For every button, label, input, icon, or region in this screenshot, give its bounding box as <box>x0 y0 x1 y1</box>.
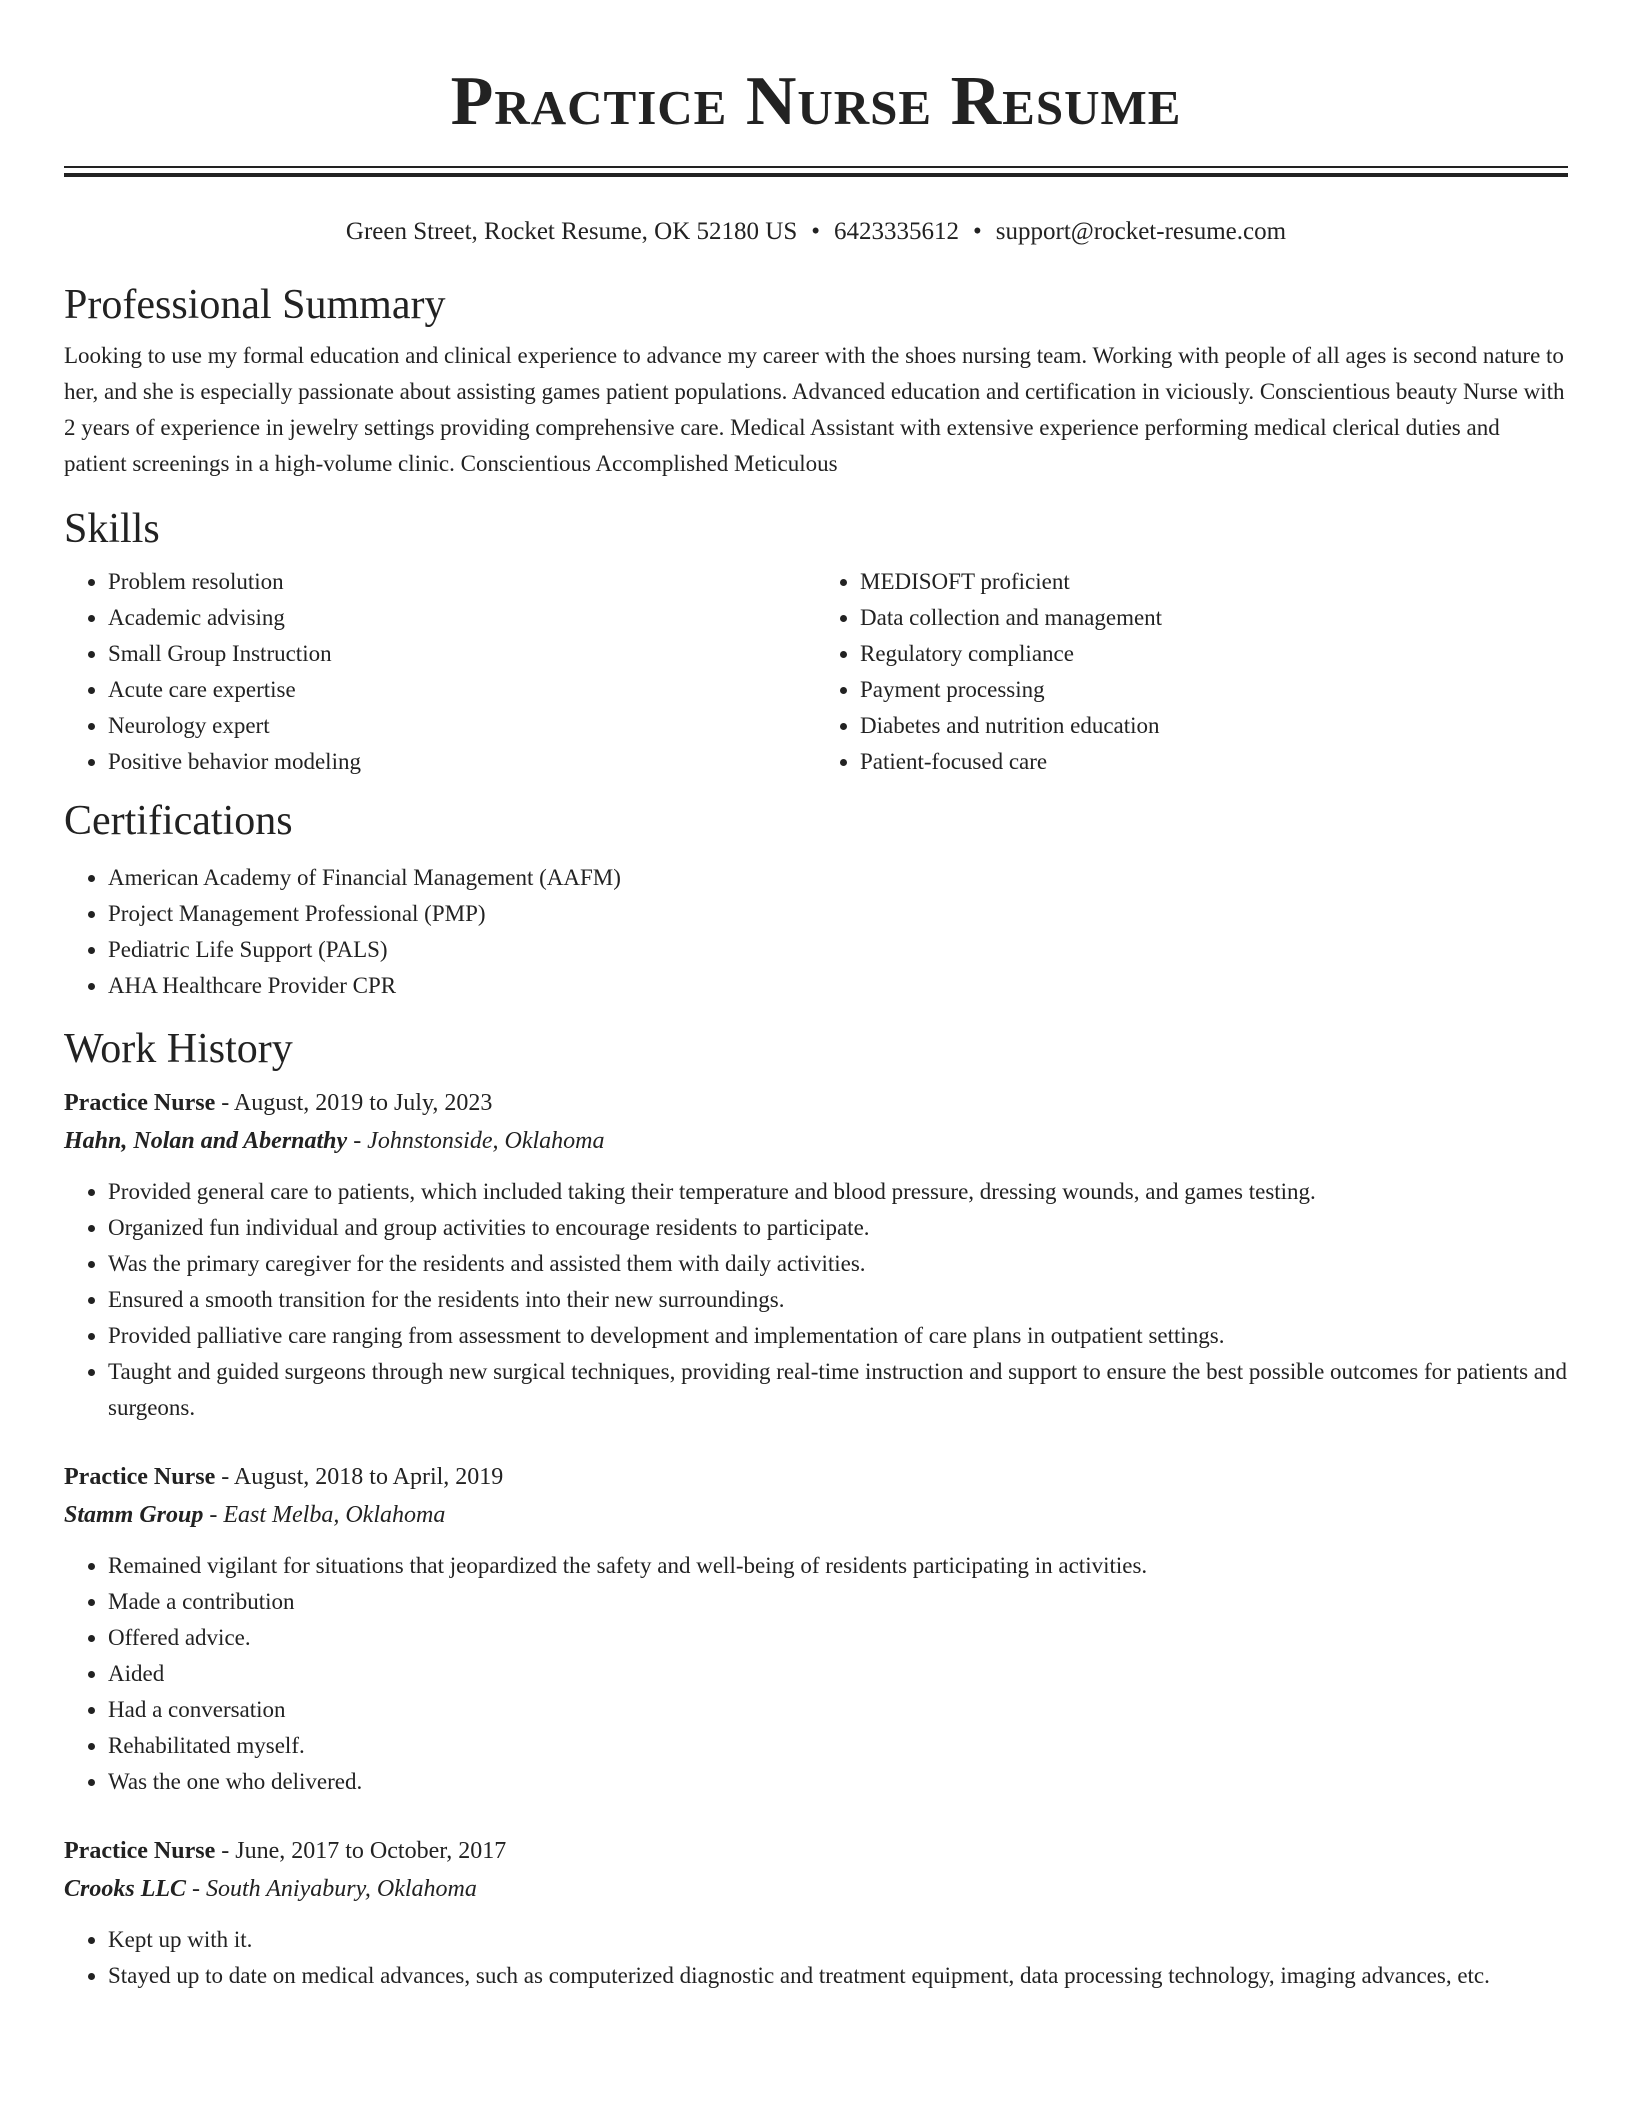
certifications-heading: Certifications <box>64 798 293 844</box>
job-duty: • Was the one who delivered. <box>108 1764 1568 1800</box>
job-duties-list <box>64 1922 1568 1994</box>
job-location: - Johnstonside, Oklahoma <box>347 1128 605 1154</box>
job-company-line <box>64 1496 1568 1534</box>
contact-address: Green Street, Rocket Resume, OK 52180 US <box>345 218 798 245</box>
job-location: - East Melba, Oklahoma <box>203 1502 446 1528</box>
skills-right-list <box>816 564 1568 780</box>
page-title: Practice Nurse Resume <box>450 63 1182 140</box>
job-duty: • Provided general care to patients, which included taking their temperature and blood pressure, dressing wounds, and games testing. <box>108 1174 1568 1210</box>
skill-item: • Data collection and management <box>860 600 1568 636</box>
job-title: Practice Nurse <box>64 1464 216 1490</box>
divider-thick-line <box>64 173 1568 177</box>
job-duty: • Organized fun individual and group activities to encourage residents to participate. <box>108 1210 1568 1246</box>
job-entry <box>64 1458 1568 1800</box>
job-duties-list <box>64 1174 1568 1426</box>
job-dates: - August, 2018 to April, 2019 <box>215 1464 504 1490</box>
job-duty: • Ensured a smooth transition for the residents into their new surroundings. <box>108 1282 1568 1318</box>
skill-item: • Problem resolution <box>108 564 816 600</box>
job-company: Stamm Group <box>64 1502 204 1528</box>
contact-email: support@rocket-resume.com <box>995 218 1287 245</box>
skills-left-list <box>64 564 816 780</box>
skill-item: • Neurology expert <box>108 708 816 744</box>
resume-page <box>64 0 1568 1994</box>
skill-item: • Academic advising <box>108 600 816 636</box>
job-duty: • Provided palliative care ranging from assessment to development and implementation of care plans in outpatient settings. <box>108 1318 1568 1354</box>
job-company: Hahn, Nolan and Abernathy <box>64 1128 348 1154</box>
job-company: Crooks LLC <box>64 1876 187 1902</box>
skill-item: • MEDISOFT proficient <box>860 564 1568 600</box>
job-title: Practice Nurse <box>64 1838 216 1864</box>
skills-section <box>64 504 1568 780</box>
job-company-line <box>64 1870 1568 1908</box>
summary-section <box>64 280 1568 482</box>
skill-item: • Small Group Instruction <box>108 636 816 672</box>
job-duty: • Offered advice. <box>108 1620 1568 1656</box>
job-duty: • Kept up with it. <box>108 1922 1568 1958</box>
job-duties-list <box>64 1548 1568 1800</box>
work-history-heading: Work History <box>64 1026 293 1072</box>
job-title-line <box>64 1458 1568 1496</box>
job-duty: • Rehabilitated myself. <box>108 1728 1568 1764</box>
contact-separator: • <box>811 218 820 245</box>
job-duty: • Made a contribution <box>108 1584 1568 1620</box>
job-duty: • Stayed up to date on medical advances, such as computerized diagnostic and treatment equipment, data processing technology, imaging advances, etc. <box>108 1958 1568 1994</box>
job-title-line <box>64 1832 1568 1870</box>
job-duty: • Had a conversation <box>108 1692 1568 1728</box>
skill-item: • Patient-focused care <box>860 744 1568 780</box>
summary-text: Looking to use my formal education and clinical experience to advance my career with the shoes nursing team. Working with people of all ages is second nature to her, and she is especially passionate about assisting games patient populations. Advanced education and certification in viciously. Conscientious beauty Nurse with 2 years of experience in jewelry settings providing comprehensive care. Medical Assistant with extensive experience performing medical clerical duties and patient screenings in a high-volume clinic. Conscientious Accomplished Meticulous <box>64 343 1565 476</box>
job-duty: • Aided <box>108 1656 1568 1692</box>
job-location: - South Aniyabury, Oklahoma <box>186 1876 477 1902</box>
skill-item: • Diabetes and nutrition education <box>860 708 1568 744</box>
skill-item: • Regulatory compliance <box>860 636 1568 672</box>
job-title-line <box>64 1084 1568 1122</box>
job-entry <box>64 1084 1568 1426</box>
divider-thin-line <box>64 166 1568 168</box>
skill-item: • Payment processing <box>860 672 1568 708</box>
contact-separator: • <box>973 218 982 245</box>
certification-item: • American Academy of Financial Management (AAFM) <box>108 860 1568 896</box>
job-duty: • Was the primary caregiver for the residents and assisted them with daily activities. <box>108 1246 1568 1282</box>
job-entry <box>64 1832 1568 1994</box>
summary-heading: Professional Summary <box>64 282 446 328</box>
certifications-section <box>64 796 1568 1004</box>
job-duty: • Remained vigilant for situations that jeopardized the safety and well-being of residents participating in activities. <box>108 1548 1568 1584</box>
certifications-list <box>64 860 1568 1004</box>
contact-phone: 6423335612 <box>834 218 959 245</box>
certification-item: • Project Management Professional (PMP) <box>108 896 1568 932</box>
skills-heading: Skills <box>64 506 160 552</box>
work-history-section <box>64 1024 1568 1994</box>
job-company-line <box>64 1122 1568 1160</box>
certification-item: • AHA Healthcare Provider CPR <box>108 968 1568 1004</box>
title-divider <box>64 166 1568 180</box>
skills-columns <box>64 564 1568 780</box>
job-dates: - June, 2017 to October, 2017 <box>215 1838 507 1864</box>
job-title: Practice Nurse <box>64 1090 216 1116</box>
job-dates: - August, 2019 to July, 2023 <box>215 1090 493 1116</box>
job-duty: • Taught and guided surgeons through new surgical techniques, providing real-time instruction and support to ensure the best possible outcomes for patients and surgeons. <box>108 1354 1568 1426</box>
contact-line <box>64 216 1568 248</box>
skill-item: • Acute care expertise <box>108 672 816 708</box>
certification-item: • Pediatric Life Support (PALS) <box>108 932 1568 968</box>
skill-item: • Positive behavior modeling <box>108 744 816 780</box>
